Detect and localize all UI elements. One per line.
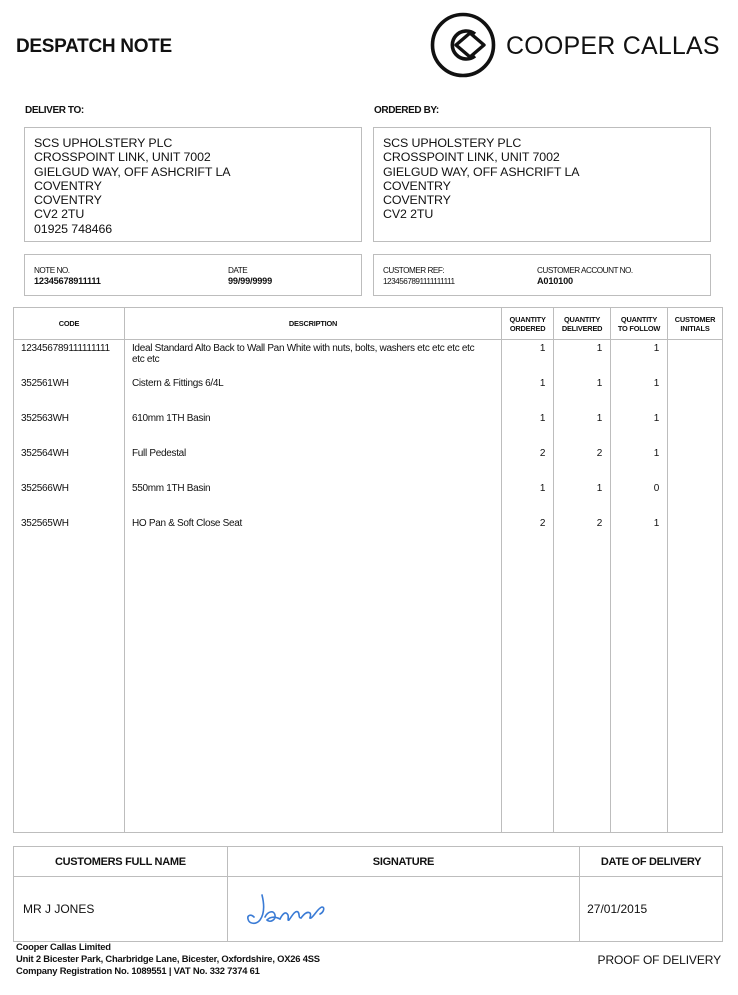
customer-ref	[383, 265, 455, 287]
signature-table	[13, 846, 723, 942]
item-description: 610mm 1TH Basin	[124, 410, 501, 445]
customer-ref-value: 1234567891111111111	[383, 277, 455, 286]
item-qty-ordered: 2	[502, 445, 554, 480]
customer-account	[537, 265, 633, 287]
address-line: CROSSPOINT LINK, UNIT 7002	[383, 150, 560, 165]
company-logo	[430, 12, 720, 78]
item-code: 352566WH	[14, 480, 125, 515]
table-row	[14, 445, 723, 480]
header-qty-delivered: QUANTITY DELIVERED	[554, 308, 611, 340]
company-name: Cooper Callas Limited	[16, 941, 111, 952]
item-code: 352563WH	[14, 410, 125, 445]
table-row	[14, 410, 723, 445]
item-qty-ordered: 1	[502, 375, 554, 410]
item-qty-delivered: 1	[554, 375, 611, 410]
items-header-row	[14, 308, 723, 340]
item-customer-initials[interactable]	[667, 515, 722, 550]
address-line: CROSSPOINT LINK, UNIT 7002	[34, 150, 211, 165]
address-line: 01925 748466	[34, 221, 113, 236]
table-row	[14, 480, 723, 515]
item-code: 123456789111111111	[14, 340, 125, 375]
item-qty-ordered: 2	[502, 515, 554, 550]
item-qty-to-follow: 1	[611, 340, 668, 375]
items-table	[13, 307, 723, 833]
item-qty-delivered: 2	[554, 445, 611, 480]
item-customer-initials[interactable]	[667, 410, 722, 445]
customer-account-label: CUSTOMER ACCOUNT NO.	[537, 266, 633, 275]
item-qty-delivered: 1	[554, 480, 611, 515]
address-line: GIELGUD WAY, OFF ASHCRIFT LA	[34, 164, 231, 179]
item-qty-to-follow: 1	[611, 375, 668, 410]
item-description: 550mm 1TH Basin	[124, 480, 501, 515]
header-signature: SIGNATURE	[227, 847, 579, 877]
item-qty-to-follow: 0	[611, 480, 668, 515]
cooper-callas-logo-icon	[430, 12, 496, 78]
brand-name: COOPER CALLAS	[506, 32, 720, 60]
item-code: 352564WH	[14, 445, 125, 480]
note-date	[228, 265, 272, 287]
table-row	[14, 375, 723, 410]
proof-of-delivery-label: PROOF OF DELIVERY	[597, 953, 721, 967]
signature-field[interactable]	[227, 877, 579, 942]
company-address: Unit 2 Bicester Park, Charbridge Lane, Bicester, Oxfordshire, OX26 4SS	[16, 953, 320, 964]
address-line: COVENTRY	[34, 178, 102, 193]
customer-ref-label: CUSTOMER REF:	[383, 266, 445, 275]
signature-value-row	[14, 877, 723, 942]
item-description: Ideal Standard Alto Back to Wall Pan White with nuts, bolts, washers etc etc etc etc etc etc	[124, 340, 501, 375]
header-qty-to-follow: QUANTITY TO FOLLOW	[611, 308, 668, 340]
item-qty-ordered: 1	[502, 340, 554, 375]
signature-header-row	[14, 847, 723, 877]
item-qty-ordered: 1	[502, 480, 554, 515]
item-qty-ordered: 1	[502, 410, 554, 445]
item-qty-delivered: 1	[554, 410, 611, 445]
item-customer-initials[interactable]	[667, 340, 722, 375]
address-line: CV2 2TU	[34, 207, 85, 222]
note-date-label: DATE	[228, 266, 248, 275]
header-description: DESCRIPTION	[124, 308, 501, 340]
note-number-value: 12345678911111	[34, 276, 101, 286]
item-qty-to-follow: 1	[611, 445, 668, 480]
header-code: CODE	[14, 308, 125, 340]
address-line: COVENTRY	[34, 193, 102, 208]
address-line: CV2 2TU	[383, 207, 434, 222]
header-customer-full-name: CUSTOMERS FULL NAME	[14, 847, 228, 877]
company-footer	[16, 941, 320, 977]
item-qty-delivered: 1	[554, 340, 611, 375]
address-line: GIELGUD WAY, OFF ASHCRIFT LA	[383, 164, 580, 179]
ordered-by-label: ORDERED BY:	[374, 105, 439, 116]
table-filler-row	[14, 550, 723, 833]
ordered-by-address	[373, 127, 711, 242]
header-qty-ordered: QUANTITY ORDERED	[502, 308, 554, 340]
document-title: DESPATCH NOTE	[16, 36, 172, 57]
header-date-of-delivery: DATE OF DELIVERY	[580, 847, 723, 877]
handwritten-signature	[244, 887, 354, 931]
item-description: Full Pedestal	[124, 445, 501, 480]
item-customer-initials[interactable]	[667, 480, 722, 515]
item-description: HO Pan & Soft Close Seat	[124, 515, 501, 550]
item-customer-initials[interactable]	[667, 445, 722, 480]
customer-full-name[interactable]: MR J JONES	[14, 877, 228, 942]
address-line: SCS UPHOLSTERY PLC	[383, 136, 522, 150]
note-date-value: 99/99/9999	[228, 276, 272, 286]
table-row	[14, 515, 723, 550]
item-customer-initials[interactable]	[667, 375, 722, 410]
item-code: 352561WH	[14, 375, 125, 410]
note-number	[34, 265, 101, 287]
item-code: 352565WH	[14, 515, 125, 550]
deliver-to-label: DELIVER TO:	[25, 105, 84, 116]
address-line: SCS UPHOLSTERY PLC	[34, 136, 173, 150]
item-qty-delivered: 2	[554, 515, 611, 550]
header-customer-initials: CUSTOMER INITIALS	[667, 308, 722, 340]
deliver-to-address	[24, 127, 362, 242]
item-qty-to-follow: 1	[611, 410, 668, 445]
item-qty-to-follow: 1	[611, 515, 668, 550]
table-row	[14, 340, 723, 375]
customer-account-value: A010100	[537, 276, 573, 286]
address-line: COVENTRY	[383, 193, 451, 208]
delivery-date[interactable]: 27/01/2015	[580, 877, 723, 942]
company-registration: Company Registration No. 1089551 | VAT No. 332 7374 61	[16, 965, 260, 976]
address-line: COVENTRY	[383, 178, 451, 193]
item-description: Cistern & Fittings 6/4L	[124, 375, 501, 410]
note-number-label: NOTE NO.	[34, 266, 70, 275]
